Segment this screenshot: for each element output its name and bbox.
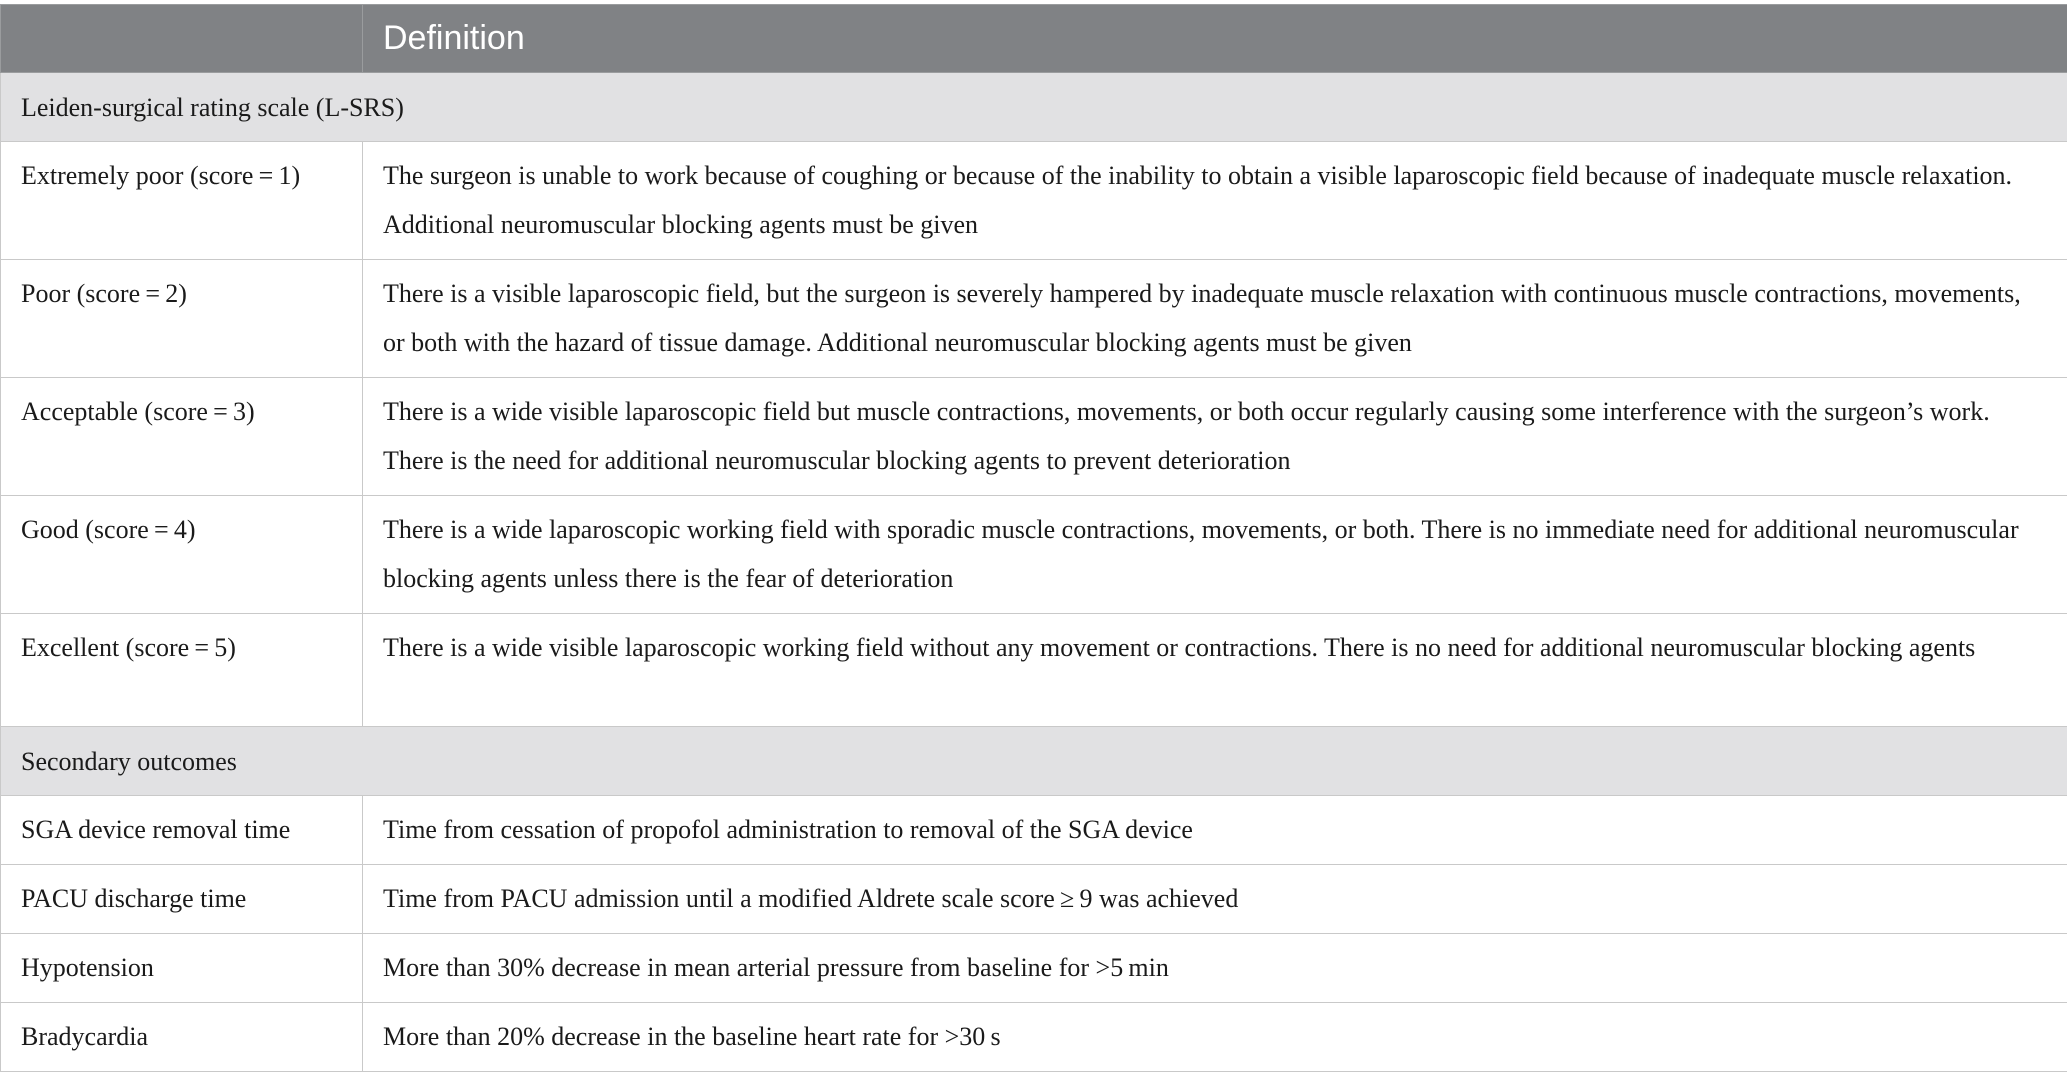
header-row: [1, 5, 2067, 73]
definition-cell: There is a wide visible laparoscopic field but muscle contractions, movements, or both occur regularly causing some interference with the surgeon’s work. There is the need for additional neuromuscular blocking agents to prevent deterioration: [363, 378, 2067, 496]
definition-cell: The surgeon is unable to work because of coughing or because of the inability to obtain a visible laparoscopic field because of inadequate muscle relaxation. Additional neuromuscular blocking agents must be given: [363, 142, 2067, 260]
section-title: Leiden-surgical rating scale (L-SRS): [1, 73, 2067, 142]
table-row: [1, 260, 2067, 378]
table-row: [1, 1003, 2067, 1072]
definition-cell: There is a wide visible laparoscopic working field without any movement or contractions. There is no need for additional neuromuscular blocking agents: [363, 614, 2067, 727]
table-row: [1, 865, 2067, 934]
term-cell: PACU discharge time: [1, 865, 363, 934]
section-title: Secondary outcomes: [1, 727, 2067, 796]
term-cell: Bradycardia: [1, 1003, 363, 1072]
section-header-row: [1, 727, 2067, 796]
table-row: [1, 496, 2067, 614]
term-cell: Good (score = 4): [1, 496, 363, 614]
definition-cell: There is a wide laparoscopic working field with sporadic muscle contractions, movements, or both. There is no immediate need for additional neuromuscular blocking agents unless there is the fear of deterioration: [363, 496, 2067, 614]
definitions-table: [0, 4, 2067, 1072]
table-row: [1, 614, 2067, 727]
section-header-row: [1, 73, 2067, 142]
term-cell: Poor (score = 2): [1, 260, 363, 378]
table-row: [1, 934, 2067, 1003]
definition-cell: There is a visible laparoscopic field, but the surgeon is severely hampered by inadequate muscle relaxation with continuous muscle contractions, movements, or both with the hazard of tissue damage. Additional neuromuscular blocking agents must be given: [363, 260, 2067, 378]
header-cell-definition: Definition: [363, 5, 2067, 73]
definition-cell: Time from PACU admission until a modified Aldrete scale score ≥ 9 was achieved: [363, 865, 2067, 934]
table-row: [1, 378, 2067, 496]
table-row: [1, 142, 2067, 260]
definition-cell: More than 30% decrease in mean arterial pressure from baseline for >5 min: [363, 934, 2067, 1003]
table-row: [1, 796, 2067, 865]
definition-cell: More than 20% decrease in the baseline heart rate for >30 s: [363, 1003, 2067, 1072]
table-body: [1, 73, 2067, 1072]
definition-cell: Time from cessation of propofol administration to removal of the SGA device: [363, 796, 2067, 865]
definitions-table-container: [0, 4, 2067, 1072]
term-cell: SGA device removal time: [1, 796, 363, 865]
header-cell-term: [1, 5, 363, 73]
term-cell: Excellent (score = 5): [1, 614, 363, 727]
table-header: [1, 5, 2067, 73]
term-cell: Acceptable (score = 3): [1, 378, 363, 496]
term-cell: Extremely poor (score = 1): [1, 142, 363, 260]
term-cell: Hypotension: [1, 934, 363, 1003]
